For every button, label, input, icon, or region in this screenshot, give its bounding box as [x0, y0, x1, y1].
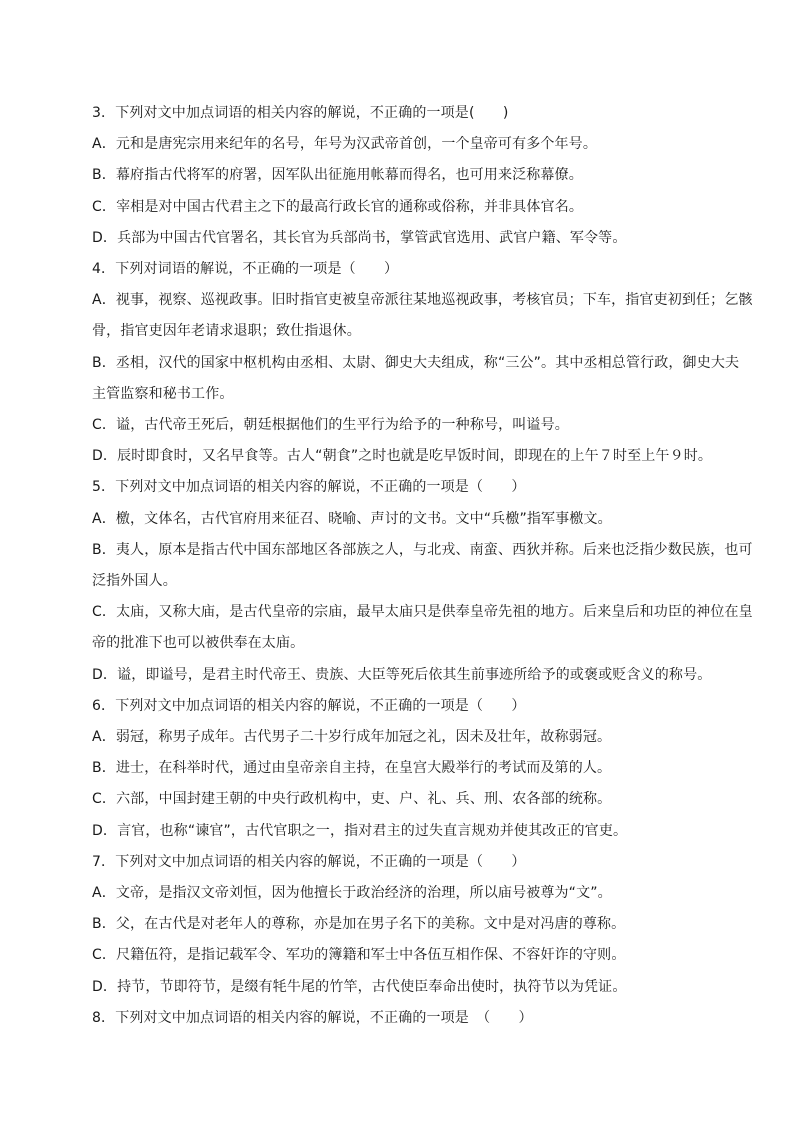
- q4-option-c: C．谥，古代帝王死后，朝廷根据他们的生平行为给予的一种称号，叫谥号。: [92, 417, 569, 434]
- q3-option-a: A．元和是唐宪宗用来纪年的名号，年号为汉武帝首创，一个皇帝可有多个年号。: [92, 136, 597, 153]
- q4-option-d: D．辰时即食时，又名早食等。古人“朝食”之时也就是吃早饭时间，即现在的上午７时至上午９时。: [92, 448, 713, 465]
- q6-stem: 6．下列对文中加点词语的相关内容的解说，不正确的一项是（ ）: [92, 697, 526, 714]
- q6-option-b: B．进士，在科举时代，通过由皇帝亲自主持，在皇宫大殿举行的考试而及第的人。: [92, 760, 612, 777]
- q3-option-c: C．宰相是对中国古代君主之下的最高行政长官的通称或俗称，并非具体官名。: [92, 198, 584, 215]
- q4-option-b-cont: 主管监察和秘书工作。: [92, 385, 234, 402]
- q7-option-a: A．文帝，是指汉文帝刘恒，因为他擅长于政治经济的治理，所以庙号被尊为“文”。: [92, 885, 612, 902]
- q8-stem: 8．下列对文中加点词语的相关内容的解说，不正确的一项是 （ ）: [92, 1009, 533, 1026]
- q4-option-a-cont: 骨，指官吏因年老请求退职；致仕指退休。: [92, 323, 361, 340]
- q3-stem: 3．下列对文中加点词语的相关内容的解说，不正确的一项是( ): [92, 105, 509, 121]
- q7-option-b: B．父，在古代是对老年人的尊称，亦是加在男子名下的美称。文中是对冯唐的尊称。: [92, 916, 626, 933]
- q4-option-b: B．丞相，汉代的国家中枢机构由丞相、太尉、御史大夫组成，称“三公”。其中丞相总管行政，御史大夫: [92, 354, 740, 371]
- q6-option-d: D．言官，也称“谏官”，古代官职之一，指对君主的过失直言规劝并使其改正的官吏。: [92, 822, 628, 839]
- q5-option-d: D．谥，即谥号，是君主时代帝王、贵族、大臣等死后依其生前事迹所给予的或褒或贬含义的称号。: [92, 666, 712, 683]
- q5-option-c: C．太庙，又称大庙，是古代皇帝的宗庙，最早太庙只是供奉皇帝先祖的地方。后来皇后和功臣的神位在皇: [92, 604, 753, 621]
- q5-stem: 5．下列对文中加点词语的相关内容的解说，不正确的一项是（ ）: [92, 479, 526, 496]
- q5-option-c-cont: 帝的批准下也可以被供奉在太庙。: [92, 635, 305, 652]
- q5-option-b: B．夷人，原本是指古代中国东部地区各部族之人，与北戎、南蛮、西狄并称。后来也泛指少数民族，也可: [92, 541, 753, 558]
- q3-option-b: B．幕府指古代将军的府署，因军队出征施用帐幕而得名，也可用来泛称幕僚。: [92, 167, 583, 184]
- q6-option-a: A．弱冠，称男子成年。古代男子二十岁行成年加冠之礼，因未及壮年，故称弱冠。: [92, 729, 612, 746]
- q5-option-a: A．檄，文体名，古代官府用来征召、晓喻、声讨的文书。文中“兵檄”指军事檄文。: [92, 510, 612, 527]
- q7-option-d: D．持节，节即符节，是缀有牦牛尾的竹竿，古代使臣奉命出使时，执符节以为凭证。: [92, 978, 627, 995]
- q3-option-d: D．兵部为中国古代官署名，其长官为兵部尚书，掌管武官选用、武官户籍、军令等。: [92, 229, 627, 246]
- q6-option-c: C．六部，中国封建王朝的中央行政机构中，吏、户、礼、兵、刑、农各部的统称。: [92, 791, 612, 808]
- q7-stem: 7．下列对文中加点词语的相关内容的解说，不正确的一项是（ ）: [92, 853, 526, 870]
- q4-stem: 4．下列对词语的解说，不正确的一项是（ ）: [92, 261, 399, 278]
- q7-option-c: C．尺籍伍符，是指记载军令、军功的簿籍和军士中各伍互相作保、不容奸诈的守则。: [92, 947, 626, 964]
- q5-option-b-cont: 泛指外国人。: [92, 573, 177, 590]
- q4-option-a: A．视事，视察、巡视政事。旧时指官吏被皇帝派往某地巡视政事，考核官员；下车，指官吏初到任；乞骸: [92, 292, 753, 309]
